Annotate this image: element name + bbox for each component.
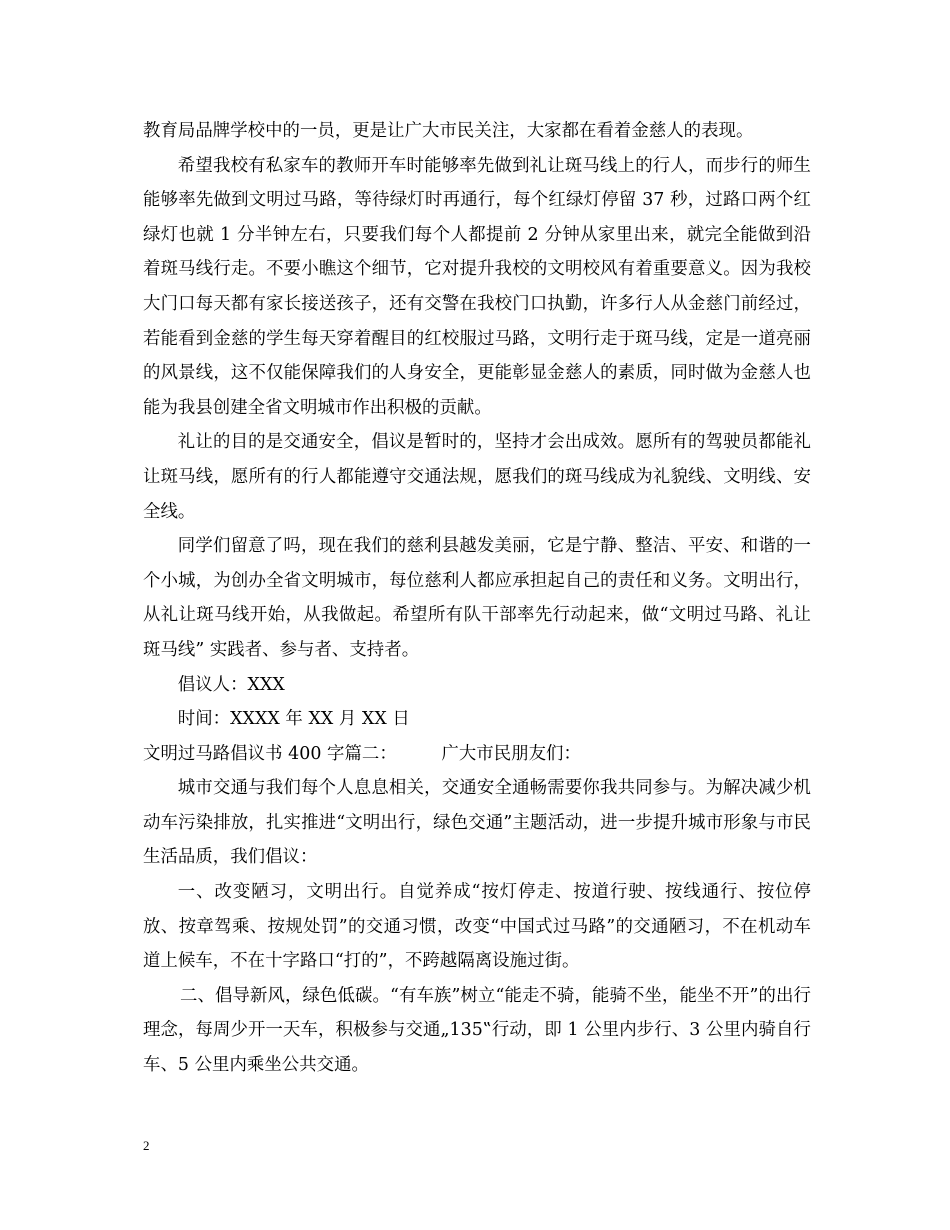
paragraph-green-travel: 二、倡导新风，绿色低碳。“有车族”树立“能走不骑，能骑不坐，能坐不开”的出行理念，每周少开一天车，积极参与交通„135‟行动，即 1 公里内步行、3 公里内骑自行车、5 公里内乘坐公共交通。 xyxy=(143,985,811,1076)
paragraph-city-traffic: 城市交通与我们每个人息息相关，交通安全通畅需要你我共同参与。为解决减少机动车污染排放，扎实推进“文明出行，绿色交通”主题活动，进一步提升城市形象与市民生活品质，我们倡议： xyxy=(143,778,811,868)
paragraph-private-car-teachers: 希望我校有私家车的教师开车时能够率先做到礼让斑马线上的行人，而步行的师生能够率先做到文明过马路，等待绿灯时再通行，每个红绿灯停留 37 秒，过路口两个红绿灯也就 1 分半钟左右，只要我们每个人都提前 2 分钟从家里出来，就完全能做到沿着斑马线行走。不要小瞧这个细节，它对提升我校的文明校风有着重要意义。因为我校大门口每天都有家长接送孩子，还有交警在我校门口执勤，许多行人从金慈门前经过，若能看到金慈的学生每天穿着醒目的红校服过马路，文明行走于斑马线，定是一道亮丽的风景线，这不仅能保障我们的人身安全，更能彰显金慈人的素质，同时做为金慈人也能为我县创建全省文明城市作出积极的贡献。 xyxy=(143,155,811,418)
date-line: 时间：XXXX 年 XX 月 XX 日 xyxy=(177,709,410,730)
paragraph-students-call: 同学们留意了吗，现在我们的慈利县越发美丽，它是宁静、整洁、平安、和谐的一个小城，为创办全省文明城市，每位慈利人都应承担起自己的责任和义务。文明出行，从礼让斑马线开始，从我做起。希望所有队干部率先行动起来，做“文明过马路、礼让斑马线” 实践者、参与者、支持者。 xyxy=(143,536,811,660)
proposer-line: 倡议人：XXX xyxy=(177,674,285,695)
page-number: 2 xyxy=(143,1138,150,1153)
paragraph-courtesy-purpose: 礼让的目的是交通安全，倡议是暂时的，坚持才会出成效。愿所有的驾驶员都能礼让斑马线，愿所有的行人都能遵守交通法规，愿我们的斑马线成为礼貌线、文明线、安全线。 xyxy=(143,432,811,522)
paragraph-continuation: 教育局品牌学校中的一员，更是让广大市民关注，大家都在看着金慈人的表现。 xyxy=(143,121,754,141)
document-body xyxy=(143,114,811,1083)
section-two-heading: 文明过马路倡议书 400 字篇二： 广大市民朋友们： xyxy=(143,743,581,764)
paragraph-change-habits: 一、改变陋习，文明出行。自觉养成“按灯停走、按道行驶、按线通行、按位停放、按章驾乘、按规处罚”的交通习惯，改变“中国式过马路”的交通陋习，不在机动车道上候车，不在十字路口“打的”，不跨越隔离设施过街。 xyxy=(143,882,811,972)
